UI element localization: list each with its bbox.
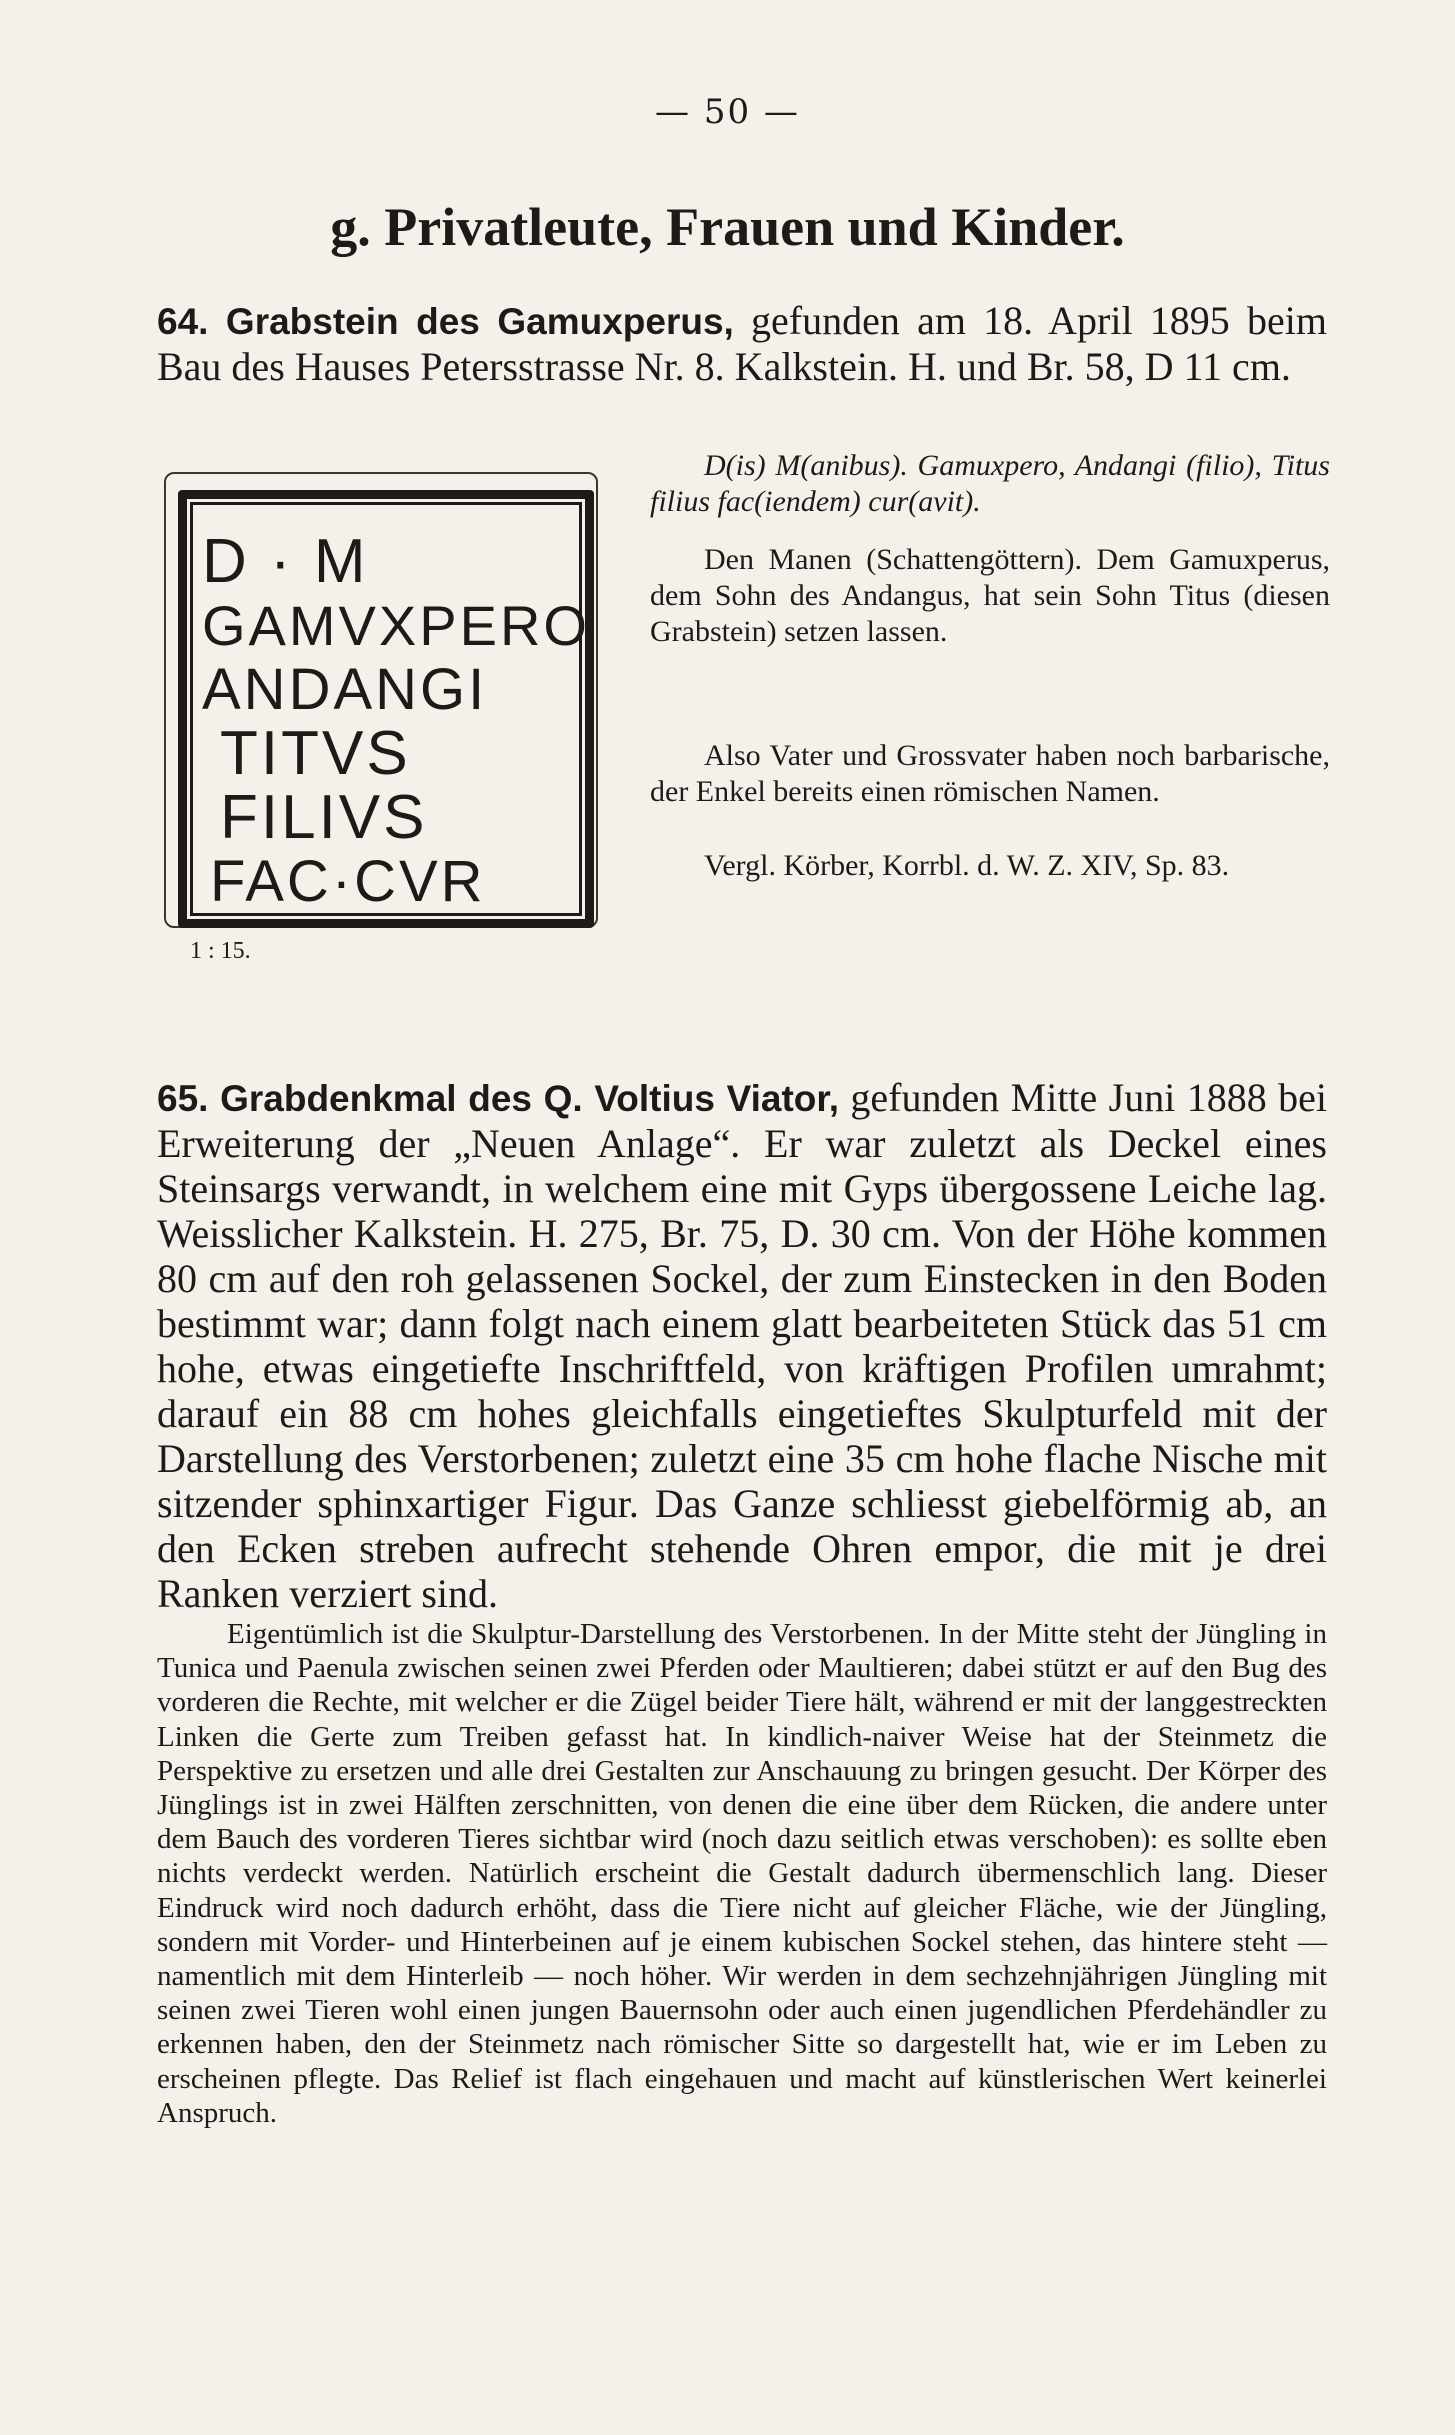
inscription-reference: Vergl. Körber, Korrbl. d. W. Z. XIV, Sp. 83. — [704, 849, 1230, 882]
figure-scale: 1 : 15. — [190, 938, 251, 964]
inscription-note: Also Vater und Grossvater haben noch barbarische, der Enkel bereits einen römischen Namen. — [650, 739, 1330, 808]
commentary — [157, 1617, 1327, 2130]
commentary-paragraph: Eigentümlich ist die Skulptur-Darstellung des Verstorbenen. In der Mitte steht der Jüngling in Tunica und Paenula zwischen seinen zwei Pferden oder Maultieren; dabei stützt er auf den Bug des vorderen die Rechte, mit welcher er die Zügel beider Tiere hält, während er mit der langgestreckten Linken die Gerte zum Treiben gefasst hat. In kindlich-naiver Weise hat der Steinmetz die Perspektive zu ersetzen und alle drei Gestalten zur Anschauung zu bringen gesucht. Der Körper des Jünglings ist in zwei Hälften zerschnitten, von denen die eine über dem Rücken, die andere unter dem Bauch des vorderen Tieres sichtbar wird (noch dazu seitlich etwas verschoben): es sollte eben nichts verdeckt werden. Natürlich erscheint die Gestalt dadurch übermenschlich lang. Dieser Eindruck wird noch dadurch erhöht, dass die Tiere nicht auf gleicher Fläche, wie der Jüngling, sondern mit Vorder- und Hinterbeinen auf je einem kubischen Sockel stehen, das hintere steht — namentlich mit dem Hinterleib — noch höher. Wir werden in dem sechzehnjährigen Jüngling mit seinen zwei Tieren wohl einen jungen Bauernsohn oder auch einen jugendlichen Pferdehändler zu erkennen haben, den der Steinmetz nach römischer Sitte so dargestellt hat, wie er im Leben zu erscheinen pflegte. Das Relief ist flach eingehauen und macht auf künstlerischen Wert keinerlei Anspruch. — [157, 1618, 1327, 2129]
entry-65-text: gefunden Mitte Juni 1888 bei Erweiterung der „Neuen Anlage“. Er war zuletzt als Deckel eines Steinsargs verwandt, in welchem eine mit Gyps übergossene Leiche lag. Weisslicher Kalkstein. H. 275, Br. 75, D. 30 cm. Von der Höhe kommen 80 cm auf den roh gelassenen Sockel, der zum Einstecken in den Boden bestimmt war; dann folgt nach einem glatt bearbeiteten Stück das 51 cm hohe, etwas eingetiefte Inschriftfeld, von kräftigen Profilen umrahmt; darauf ein 88 cm hohes gleichfalls eingetieftes Skulpturfeld mit der Darstellung des Verstorbenen; zuletzt eine 35 cm hohe flache Nische mit sitzender sphinxartiger Figur. Das Ganze schliesst giebelförmig ab, an den Ecken streben aufrecht stehende Ohren empor, die mit je drei Ranken verziert sind. — [157, 1075, 1327, 1616]
inscription-translation: Den Manen (Schattengöttern). Dem Gamuxperus, dem Sohn des Andangus, hat sein Sohn Titus (diesen Grabstein) setzen lassen. — [650, 543, 1330, 648]
entry-64-text: gefunden am 18. April 1895 beim Bau des Hauses Petersstrasse Nr. 8. Kalkstein. H. und Br. 58, D 11 cm. — [157, 298, 1327, 389]
section-title: g. Privatleute, Frauen und Kinder. — [330, 197, 1125, 257]
entry-65 — [157, 1075, 1327, 1616]
inscription-line-3: ANDANGI — [202, 657, 488, 722]
inscription-line-4: TITVS — [220, 719, 411, 788]
inscription-transcription: D(is) M(anibus). Gamuxpero, Andangi (filio), Titus filius fac(iendem) cur(avit). — [650, 449, 1330, 518]
entry-64 — [157, 298, 1327, 389]
entry-65-lead: 65. Grabdenkmal des Q. Voltius Viator, — [157, 1078, 840, 1119]
inscription-line-5: FILIVS — [220, 783, 428, 852]
inscription-line-1: D · M — [202, 527, 369, 596]
inscription-line-6: FAC·CVR — [210, 849, 486, 914]
inscription-figure — [160, 468, 600, 938]
entry-64-lead: 64. Grabstein des Gamuxperus, — [157, 301, 734, 342]
inscription-line-2: GAMVXPERO — [202, 594, 590, 657]
page-number: — 50 — — [655, 92, 800, 132]
